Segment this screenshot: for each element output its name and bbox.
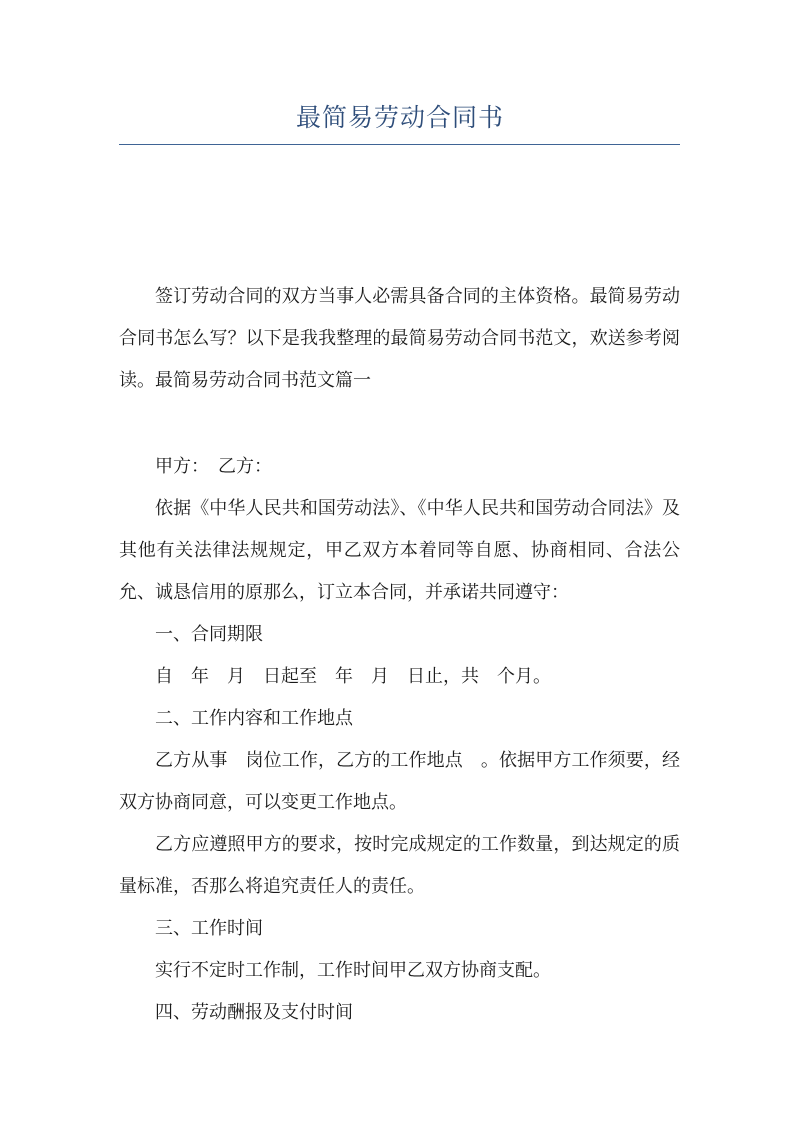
document-title: 最简易劳动合同书	[295, 103, 504, 132]
section-heading-pay: 四、劳动酬报及支付时间	[155, 1002, 353, 1023]
legal-basis-paragraph: 依据《中华人民共和国劳动法》、《中华人民共和国劳动合同法》及其他有关法律法规规定，甲乙双方本着同等自愿、协商相同、合法公允、诚恳信用的原那么，订立本合同，并承诺共同遵守：	[119, 498, 680, 603]
hours-paragraph: 实行不定时工作制，工作时间甲乙双方协商支配。	[155, 960, 551, 981]
section-heading-term: 一、合同期限	[155, 624, 263, 645]
section-heading-hours: 三、工作时间	[155, 918, 263, 939]
section-heading-work: 二、工作内容和工作地点	[155, 708, 353, 729]
parties-line: 甲方： 乙方：	[155, 456, 272, 477]
term-paragraph: 自 年 月 日起至 年 月 日止，共 个月。	[155, 666, 551, 687]
work-location-paragraph: 乙方从事 岗位工作，乙方的工作地点 。依据甲方工作须要，经双方协商同意，可以变更工作地点。	[119, 750, 680, 813]
paragraph-gap	[119, 402, 680, 446]
document-body	[119, 276, 680, 1034]
intro-paragraph: 签订劳动合同的双方当事人必需具备合同的主体资格。最简易劳动合同书怎么写？以下是我我整理的最简易劳动合同书范文，欢送参考阅读。最简易劳动合同书范文篇一	[119, 286, 680, 391]
work-standard-paragraph: 乙方应遵照甲方的要求，按时完成规定的工作数量，到达规定的质量标准，否那么将追究责任人的责任。	[119, 834, 680, 897]
title-underline	[119, 144, 680, 145]
